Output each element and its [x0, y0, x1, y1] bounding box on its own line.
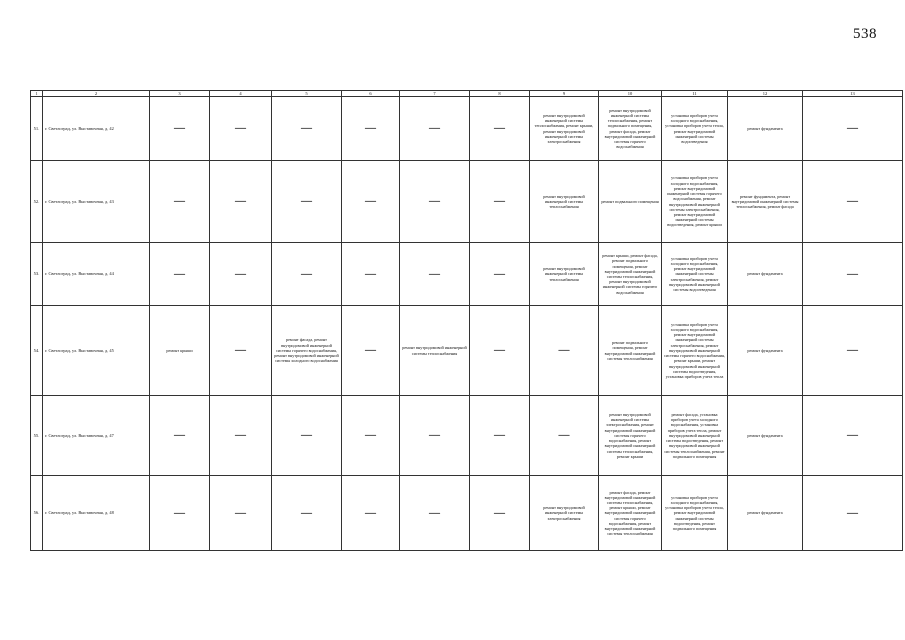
dash-mark: — — [235, 195, 246, 207]
column-number-5: 5 — [272, 91, 342, 97]
work-cell: ремонт внутридомовой инженерной системы электроснабжения — [530, 476, 599, 551]
work-cell: ремонт внутридомовой инженерной системы теплоснабжения — [530, 161, 599, 243]
work-cell: ремонт внутридомовой инженерной системы электроснабжения, ремонт внутридомовой инженерной системы горячего водоснабжения, ремонт внутридомовой инженерной системы теплоснабжения, ремонт крыши — [599, 396, 662, 476]
empty-cell — [150, 396, 210, 476]
dash-mark: — — [174, 122, 185, 134]
empty-cell — [272, 161, 342, 243]
empty-cell — [400, 97, 470, 161]
empty-cell — [803, 97, 903, 161]
work-cell: ремонт фасада, ремонт внутридомовой инженерной системы горячего водоснабжения, ремонт внутридомовой инженерной системы холодного водоснабжения — [272, 306, 342, 396]
dash-mark: — — [301, 195, 312, 207]
empty-cell — [342, 306, 400, 396]
dash-mark: — — [174, 429, 185, 441]
empty-cell — [272, 476, 342, 551]
empty-cell — [803, 243, 903, 306]
column-number-8: 8 — [470, 91, 530, 97]
empty-cell — [470, 476, 530, 551]
row-number: 52. — [31, 161, 43, 243]
dash-mark: — — [429, 195, 440, 207]
row-number: 55. — [31, 396, 43, 476]
dash-mark: — — [365, 122, 376, 134]
dash-mark: — — [174, 195, 185, 207]
dash-mark: — — [847, 195, 858, 207]
dash-mark: — — [847, 344, 858, 356]
empty-cell — [803, 161, 903, 243]
dash-mark: — — [558, 429, 570, 441]
table-row — [31, 476, 903, 551]
work-cell: ремонт фундамента — [728, 476, 803, 551]
table-row — [31, 243, 903, 306]
empty-cell — [530, 396, 599, 476]
dash-mark: — — [494, 267, 505, 280]
empty-cell — [400, 476, 470, 551]
work-cell: ремонт фундамента, ремонт внутридомовой инженерной системы теплоснабжения, ремонт фасада — [728, 161, 803, 243]
empty-cell — [342, 476, 400, 551]
empty-cell — [400, 243, 470, 306]
table-row — [31, 306, 903, 396]
empty-cell — [272, 243, 342, 306]
work-cell: ремонт фундамента — [728, 306, 803, 396]
work-cell: установка приборов учета холодного водоснабжения, ремонт внутридомовой инженерной системы электроснабжения, ремонт внутридомовой инженерной системы водоотведения — [662, 243, 728, 306]
dash-mark: — — [494, 344, 505, 356]
dash-mark: — — [301, 122, 312, 134]
work-cell: ремонт фундамента — [728, 243, 803, 306]
dash-mark: — — [429, 429, 440, 441]
work-cell: установка приборов учета холодного водоснабжения, установка приборов учета тепла, ремонт внутридомовой инженерной системы водоотведения, ремонт подвального помещения — [662, 476, 728, 551]
column-number-1: 1 — [31, 91, 43, 97]
empty-cell — [210, 306, 272, 396]
work-cell: ремонт фасада, ремонт внутридомовой инженерной системы теплоснабжения, ремонт крыши, ремонт внутридомовой инженерной системы горячего водоснабжения, ремонт внутридомовой инженерной системы теплоснабжения — [599, 476, 662, 551]
column-number-6: 6 — [342, 91, 400, 97]
dash-mark: — — [365, 344, 376, 356]
empty-cell — [210, 243, 272, 306]
empty-cell — [342, 97, 400, 161]
works-table — [30, 90, 903, 551]
work-cell: установка приборов учета холодного водоснабжения, ремонт внутридомовой инженерной системы горячего водоснабжения, ремонт внутридомовой инженерной системы электроснабжения, ремонт внутридомовой инженерной системы водоотведения, ремонт крыши — [662, 161, 728, 243]
dash-mark: — — [365, 506, 376, 519]
address-cell: г. Светлоград, ул. Выставочная, д. 43 — [43, 161, 150, 243]
address-cell: г. Светлоград, ул. Выставочная, д. 42 — [43, 97, 150, 161]
dash-mark: — — [365, 429, 376, 441]
dash-mark: — — [847, 506, 858, 519]
empty-cell — [272, 396, 342, 476]
dash-mark: — — [235, 429, 246, 441]
dash-mark: — — [494, 506, 505, 519]
empty-cell — [150, 243, 210, 306]
empty-cell — [400, 396, 470, 476]
column-number-4: 4 — [210, 91, 272, 97]
row-number: 51. — [31, 97, 43, 161]
address-cell: г. Светлоград, ул. Выставочная, д. 48 — [43, 476, 150, 551]
table-row — [31, 97, 903, 161]
work-cell: ремонт внутридомовой инженерной системы теплоснабжения — [530, 243, 599, 306]
dash-mark: — — [174, 506, 185, 519]
empty-cell — [210, 161, 272, 243]
empty-cell — [470, 243, 530, 306]
work-cell: установка приборов учета холодного водоснабжения, ремонт внутридомовой инженерной системы электроснабжения, ремонт внутридомовой инженерной системы горячего водоснабжения, ремонт крыши, ремонт внутридомовой инженерной системы водоотведения, установка приборов учета тепла — [662, 306, 728, 396]
empty-cell — [803, 306, 903, 396]
row-number: 54. — [31, 306, 43, 396]
empty-cell — [470, 396, 530, 476]
address-cell: г. Светлоград, ул. Выставочная, д. 47 — [43, 396, 150, 476]
dash-mark: — — [235, 267, 246, 280]
empty-cell — [470, 97, 530, 161]
work-cell: установка приборов учета холодного водоснабжения, установка приборов учета тепла, ремонт внутридомовой инженерной системы водоотведения — [662, 97, 728, 161]
dash-mark: — — [365, 195, 376, 207]
work-cell: ремонт крыши — [150, 306, 210, 396]
column-number-13: 13 — [803, 91, 903, 97]
empty-cell — [342, 161, 400, 243]
column-number-2: 2 — [43, 91, 150, 97]
empty-cell — [342, 396, 400, 476]
table-row — [31, 396, 903, 476]
empty-cell — [530, 306, 599, 396]
work-cell: ремонт крыши, ремонт фасада, ремонт подвального помещения, ремонт внутридомовой инженерной системы теплоснабжения, ремонт внутридомовой инженерной системы горячего водоснабжения — [599, 243, 662, 306]
dash-mark: — — [847, 429, 858, 441]
dash-mark: — — [847, 122, 858, 134]
empty-cell — [470, 306, 530, 396]
address-cell: г. Светлоград, ул. Выставочная, д. 44 — [43, 243, 150, 306]
dash-mark: — — [494, 122, 505, 134]
work-cell: ремонт подвального помещения, ремонт внутридомовой инженерной системы теплоснабжения — [599, 306, 662, 396]
work-cell: ремонт подвального помещения — [599, 161, 662, 243]
address-cell: г. Светлоград, ул. Выставочная, д. 45 — [43, 306, 150, 396]
row-number: 53. — [31, 243, 43, 306]
row-number: 56. — [31, 476, 43, 551]
dash-mark: — — [365, 267, 376, 280]
work-cell: ремонт фундамента — [728, 396, 803, 476]
dash-mark: — — [301, 506, 312, 519]
dash-mark: — — [494, 195, 505, 207]
work-cell: ремонт фасада, установка приборов учета холодного водоснабжения, установка приборов учета тепла, ремонт внутридомовой инженерной системы водоотведения, ремонт внутридомовой инженерной системы теплоснабжения, ремонт подвального помещения — [662, 396, 728, 476]
dash-mark: — — [235, 122, 246, 134]
column-number-10: 10 — [599, 91, 662, 97]
dash-mark: — — [301, 267, 312, 280]
column-number-12: 12 — [728, 91, 803, 97]
work-cell: ремонт внутридомовой инженерной системы теплоснабжения, ремонт крыши, ремонт внутридомовой инженерной системы электроснабжения — [530, 97, 599, 161]
dash-mark: — — [494, 429, 505, 441]
dash-mark: — — [429, 267, 440, 280]
empty-cell — [210, 396, 272, 476]
dash-mark: — — [558, 344, 570, 356]
empty-cell — [150, 476, 210, 551]
page-number: 538 — [853, 26, 877, 42]
column-number-7: 7 — [400, 91, 470, 97]
dash-mark: — — [235, 344, 246, 356]
empty-cell — [400, 161, 470, 243]
work-cell: ремонт фундамента — [728, 97, 803, 161]
empty-cell — [150, 161, 210, 243]
empty-cell — [803, 476, 903, 551]
work-cell: ремонт внутридомовой инженерной системы теплоснабжения — [400, 306, 470, 396]
empty-cell — [272, 97, 342, 161]
work-cell: ремонт внутридомовой инженерной системы теплоснабжения, ремонт подвального помещения, ремонт фасада, ремонт внутридомовой инженерной системы горячего водоснабжения — [599, 97, 662, 161]
empty-cell — [210, 476, 272, 551]
dash-mark: — — [429, 122, 440, 134]
dash-mark: — — [429, 506, 440, 519]
dash-mark: — — [847, 267, 858, 280]
dash-mark: — — [301, 429, 312, 441]
column-number-11: 11 — [662, 91, 728, 97]
empty-cell — [803, 396, 903, 476]
table-row — [31, 161, 903, 243]
empty-cell — [470, 161, 530, 243]
empty-cell — [150, 97, 210, 161]
empty-cell — [342, 243, 400, 306]
dash-mark: — — [174, 267, 185, 280]
column-number-3: 3 — [150, 91, 210, 97]
dash-mark: — — [235, 506, 246, 519]
empty-cell — [210, 97, 272, 161]
column-number-9: 9 — [530, 91, 599, 97]
